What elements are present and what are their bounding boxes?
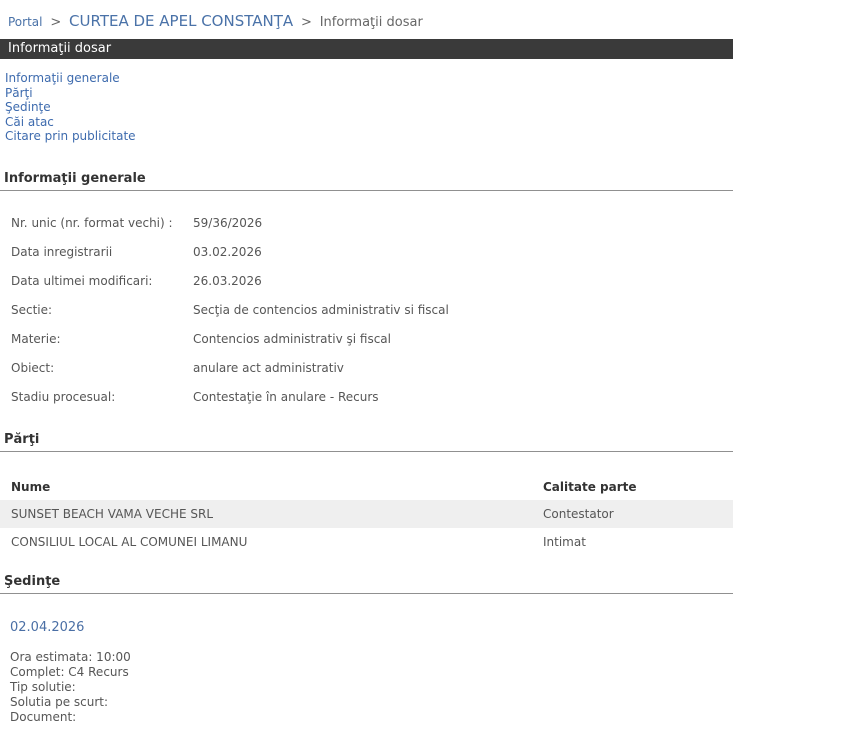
field-row-sectie bbox=[0, 296, 733, 325]
field-value: 03.02.2026 bbox=[193, 245, 262, 259]
hearings-heading: Şedinţe bbox=[0, 574, 733, 594]
field-row-stadiu-procesual bbox=[0, 383, 733, 412]
breadcrumb-link-portal[interactable]: Portal bbox=[8, 15, 43, 29]
field-label: Data ultimei modificari: bbox=[11, 274, 153, 288]
nav-link-sedinte[interactable]: Şedinţe bbox=[5, 100, 51, 114]
hearing-detail-solutia-pe-scurt: Solutia pe scurt: bbox=[10, 694, 109, 709]
field-value: Contencios administrativ şi fiscal bbox=[193, 332, 391, 346]
party-name: SUNSET BEACH VAMA VECHE SRL bbox=[11, 506, 214, 521]
field-value: anulare act administrativ bbox=[193, 361, 344, 375]
breadcrumb-separator: > bbox=[300, 15, 312, 30]
field-label: Sectie: bbox=[11, 303, 53, 317]
nav-link-citare-prin-publicitate[interactable]: Citare prin publicitate bbox=[5, 129, 136, 143]
field-value: Secţia de contencios administrativ si fiscal bbox=[193, 303, 449, 317]
hearing-detail-ora-estimata: Ora estimata: 10:00 bbox=[10, 649, 131, 664]
general-info-heading: Informaţii generale bbox=[0, 171, 733, 191]
party-role: Intimat bbox=[543, 534, 586, 549]
field-row-data-inregistrarii bbox=[0, 238, 733, 267]
parties-table-header bbox=[0, 474, 733, 500]
nav-link-parti[interactable]: Părţi bbox=[5, 85, 33, 100]
field-label: Nr. unic (nr. format vechi) : bbox=[11, 216, 173, 230]
breadcrumb bbox=[0, 0, 733, 30]
breadcrumb-current-page: Informaţii dosar bbox=[319, 15, 423, 30]
hearing-details bbox=[10, 650, 733, 725]
party-role: Contestator bbox=[543, 506, 614, 521]
breadcrumb-link-court[interactable]: CURTEA DE APEL CONSTANŢA bbox=[69, 12, 294, 30]
section-nav bbox=[0, 71, 733, 144]
parties-table bbox=[0, 474, 733, 556]
field-label: Obiect: bbox=[11, 361, 55, 375]
parties-heading: Părţi bbox=[0, 432, 733, 452]
breadcrumb-separator: > bbox=[50, 15, 62, 30]
hearing-detail-tip-solutie: Tip solutie: bbox=[10, 679, 76, 694]
nav-link-cai-atac[interactable]: Căi atac bbox=[5, 114, 54, 129]
field-label: Materie: bbox=[11, 332, 61, 346]
field-row-nr-unic bbox=[0, 209, 733, 238]
field-value: Contestaţie în anulare - Recurs bbox=[193, 390, 379, 404]
page-title-bar: Informaţii dosar bbox=[0, 39, 733, 59]
column-header-nume: Nume bbox=[11, 479, 51, 494]
field-label: Stadiu procesual: bbox=[11, 390, 116, 404]
field-value: 26.03.2026 bbox=[193, 274, 262, 288]
field-row-data-ultimei-modificari bbox=[0, 267, 733, 296]
general-info-fields bbox=[0, 209, 733, 412]
hearing-date-link[interactable]: 02.04.2026 bbox=[10, 619, 85, 635]
column-header-calitate-parte: Calitate parte bbox=[543, 479, 637, 494]
hearing-detail-document: Document: bbox=[10, 709, 77, 724]
hearing-detail-complet: Complet: C4 Recurs bbox=[10, 664, 129, 679]
field-row-materie bbox=[0, 325, 733, 354]
field-row-obiect bbox=[0, 354, 733, 383]
field-label: Data inregistrarii bbox=[11, 245, 113, 259]
table-row bbox=[0, 528, 733, 556]
table-row bbox=[0, 500, 733, 528]
field-value: 59/36/2026 bbox=[193, 216, 263, 230]
nav-link-informatii-generale[interactable]: Informaţii generale bbox=[5, 71, 120, 85]
party-name: CONSILIUL LOCAL AL COMUNEI LIMANU bbox=[11, 534, 248, 549]
